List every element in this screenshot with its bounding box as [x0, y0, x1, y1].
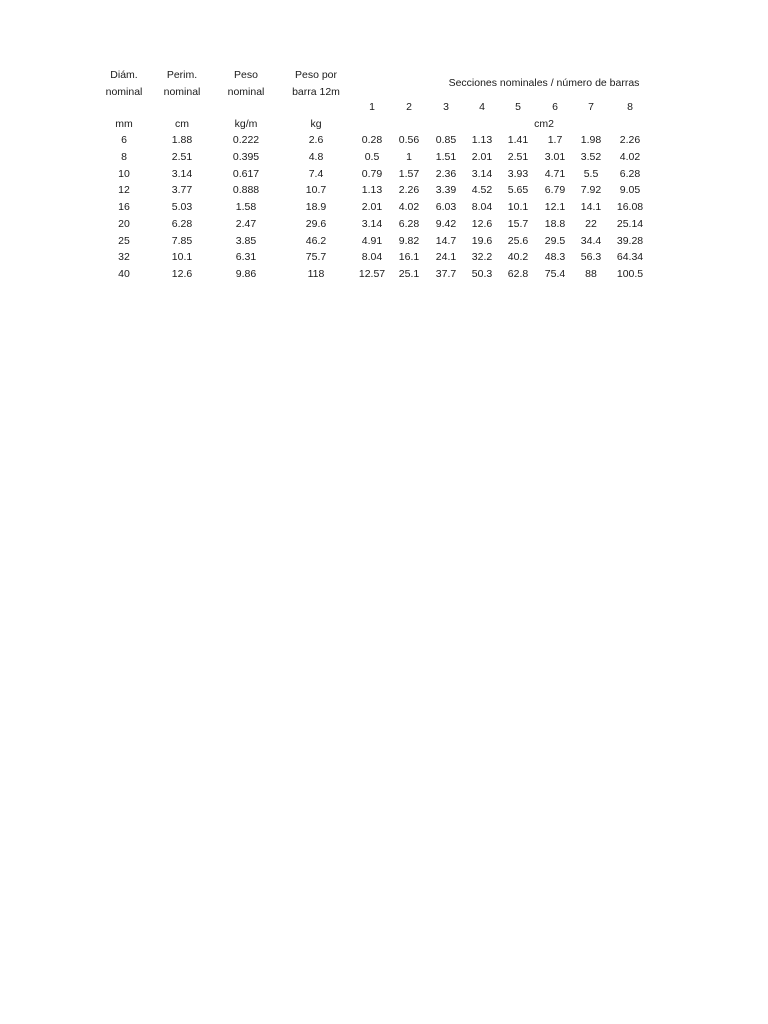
cell-sec-3: 0.85 — [435, 134, 457, 146]
cell-sec-7: 56.3 — [580, 251, 602, 264]
cell-sec-8: 39.28 — [616, 234, 644, 247]
cell-diam: 10 — [118, 167, 130, 180]
cell-sec-2: 2.26 — [398, 184, 420, 197]
cell-sec-3: 24.1 — [435, 251, 457, 264]
cell-diam: 25 — [118, 234, 130, 247]
cell-sec-4: 50.3 — [471, 268, 493, 280]
cell-sec-6: 4.71 — [544, 167, 566, 180]
cell-sec-4: 8.04 — [471, 201, 493, 213]
header-peso-line2: nominal — [227, 86, 265, 98]
cell-sec-3: 6.03 — [435, 201, 457, 213]
cell-sec-5: 3.93 — [507, 167, 529, 180]
cell-sec-5: 10.1 — [507, 201, 529, 213]
cell-peso: 0.617 — [232, 167, 260, 180]
cell-sec-2: 6.28 — [398, 217, 420, 230]
cell-diam: 6 — [121, 134, 127, 146]
bar-count-1: 1 — [369, 101, 375, 113]
unit-peso12: kg — [310, 118, 322, 130]
header-peso12-line1: Peso por — [294, 69, 338, 81]
cell-peso12: 46.2 — [305, 234, 327, 247]
cell-sec-7: 34.4 — [580, 234, 602, 247]
unit-secciones: cm2 — [534, 118, 554, 130]
cell-peso: 9.86 — [235, 268, 257, 280]
cell-sec-4: 4.52 — [471, 184, 493, 197]
cell-sec-6: 3.01 — [544, 150, 566, 163]
bar-count-7: 7 — [588, 101, 594, 113]
cell-perim: 12.6 — [171, 268, 193, 280]
cell-sec-8: 2.26 — [619, 134, 641, 146]
header-diam-line2: nominal — [105, 86, 143, 98]
cell-sec-6: 29.5 — [544, 234, 566, 247]
cell-sec-1: 12.57 — [358, 268, 386, 280]
cell-sec-2: 16.1 — [398, 251, 420, 264]
unit-diam: mm — [115, 118, 133, 130]
cell-perim: 2.51 — [171, 150, 193, 163]
cell-sec-3: 14.7 — [435, 234, 457, 247]
cell-sec-1: 3.14 — [361, 217, 383, 230]
cell-sec-1: 0.5 — [364, 150, 380, 163]
cell-diam: 40 — [118, 268, 130, 280]
cell-sec-1: 4.91 — [361, 234, 383, 247]
cell-perim: 1.88 — [171, 134, 193, 146]
cell-sec-8: 9.05 — [619, 184, 641, 197]
cell-sec-3: 3.39 — [435, 184, 457, 197]
header-perim-line2: nominal — [163, 86, 201, 98]
header-secciones: Secciones nominales / número de barras — [448, 77, 640, 89]
cell-perim: 5.03 — [171, 201, 193, 213]
cell-peso12: 2.6 — [308, 134, 324, 146]
cell-sec-3: 2.36 — [435, 167, 457, 180]
cell-peso12: 75.7 — [305, 251, 327, 264]
cell-sec-6: 18.8 — [544, 217, 566, 230]
cell-sec-1: 0.79 — [361, 167, 383, 180]
cell-sec-6: 1.7 — [547, 134, 563, 146]
cell-peso: 3.85 — [235, 234, 257, 247]
cell-sec-7: 14.1 — [580, 201, 602, 213]
cell-sec-7: 3.52 — [580, 150, 602, 163]
cell-sec-8: 100.5 — [616, 268, 644, 280]
header-peso-line1: Peso — [234, 69, 258, 81]
cell-sec-5: 1.41 — [507, 134, 529, 146]
cell-sec-4: 3.14 — [471, 167, 493, 180]
cell-perim: 7.85 — [171, 234, 193, 247]
cell-sec-2: 9.82 — [398, 234, 420, 247]
cell-sec-4: 2.01 — [471, 150, 493, 163]
cell-sec-3: 37.7 — [435, 268, 457, 280]
bar-count-3: 3 — [443, 101, 449, 113]
cell-perim: 3.14 — [171, 167, 193, 180]
cell-peso12: 10.7 — [305, 184, 327, 197]
cell-sec-8: 4.02 — [619, 150, 641, 163]
cell-sec-3: 1.51 — [435, 150, 457, 163]
cell-diam: 12 — [118, 184, 130, 197]
cell-sec-8: 64.34 — [616, 251, 644, 264]
cell-sec-5: 62.8 — [507, 268, 529, 280]
unit-peso: kg/m — [234, 118, 258, 130]
cell-diam: 16 — [118, 201, 130, 213]
cell-sec-4: 1.13 — [471, 134, 493, 146]
cell-sec-7: 22 — [585, 217, 597, 230]
cell-diam: 32 — [118, 251, 130, 264]
cell-sec-8: 16.08 — [616, 201, 644, 213]
bar-count-4: 4 — [479, 101, 485, 113]
cell-sec-1: 2.01 — [361, 201, 383, 213]
cell-peso12: 118 — [307, 268, 325, 280]
cell-peso: 0.888 — [232, 184, 260, 197]
cell-sec-8: 25.14 — [616, 217, 644, 230]
cell-sec-2: 4.02 — [398, 201, 420, 213]
cell-sec-5: 5.65 — [507, 184, 529, 197]
cell-sec-1: 1.13 — [361, 184, 383, 197]
cell-peso12: 7.4 — [308, 167, 324, 180]
bar-count-2: 2 — [406, 101, 412, 113]
cell-sec-7: 5.5 — [583, 167, 599, 180]
cell-peso: 6.31 — [235, 251, 257, 264]
cell-peso: 1.58 — [235, 201, 257, 213]
cell-peso: 0.222 — [232, 134, 260, 146]
cell-diam: 8 — [121, 150, 127, 163]
cell-diam: 20 — [118, 217, 130, 230]
cell-perim: 3.77 — [171, 184, 193, 197]
header-diam-line1: Diám. — [110, 69, 138, 81]
cell-sec-1: 0.28 — [361, 134, 383, 146]
cell-sec-5: 40.2 — [507, 251, 529, 264]
cell-sec-7: 88 — [585, 268, 597, 280]
cell-sec-2: 1 — [406, 150, 412, 163]
cell-peso: 2.47 — [235, 217, 257, 230]
cell-sec-4: 32.2 — [471, 251, 493, 264]
cell-sec-8: 6.28 — [619, 167, 641, 180]
bar-count-5: 5 — [515, 101, 521, 113]
unit-perim: cm — [175, 118, 189, 130]
cell-sec-6: 6.79 — [544, 184, 566, 197]
cell-peso12: 29.6 — [305, 217, 327, 230]
cell-sec-3: 9.42 — [435, 217, 457, 230]
cell-peso: 0.395 — [232, 150, 260, 163]
cell-sec-6: 75.4 — [544, 268, 566, 280]
cell-perim: 6.28 — [171, 217, 193, 230]
cell-sec-4: 19.6 — [471, 234, 493, 247]
header-peso12-line2: barra 12m — [292, 86, 340, 98]
cell-perim: 10.1 — [171, 251, 193, 264]
cell-sec-5: 25.6 — [507, 234, 529, 247]
cell-sec-7: 1.98 — [580, 134, 602, 146]
cell-sec-6: 48.3 — [544, 251, 566, 264]
cell-sec-2: 25.1 — [398, 268, 420, 280]
cell-peso12: 4.8 — [308, 150, 324, 163]
cell-sec-5: 2.51 — [507, 150, 529, 163]
cell-sec-7: 7.92 — [580, 184, 602, 197]
cell-peso12: 18.9 — [305, 201, 327, 213]
header-perim-line1: Perim. — [166, 69, 198, 81]
cell-sec-4: 12.6 — [471, 217, 493, 230]
bar-count-6: 6 — [552, 101, 558, 113]
cell-sec-2: 0.56 — [398, 134, 420, 146]
cell-sec-5: 15.7 — [507, 217, 529, 230]
bar-count-8: 8 — [627, 101, 633, 113]
cell-sec-1: 8.04 — [361, 251, 383, 264]
cell-sec-2: 1.57 — [398, 167, 420, 180]
cell-sec-6: 12.1 — [544, 201, 566, 213]
